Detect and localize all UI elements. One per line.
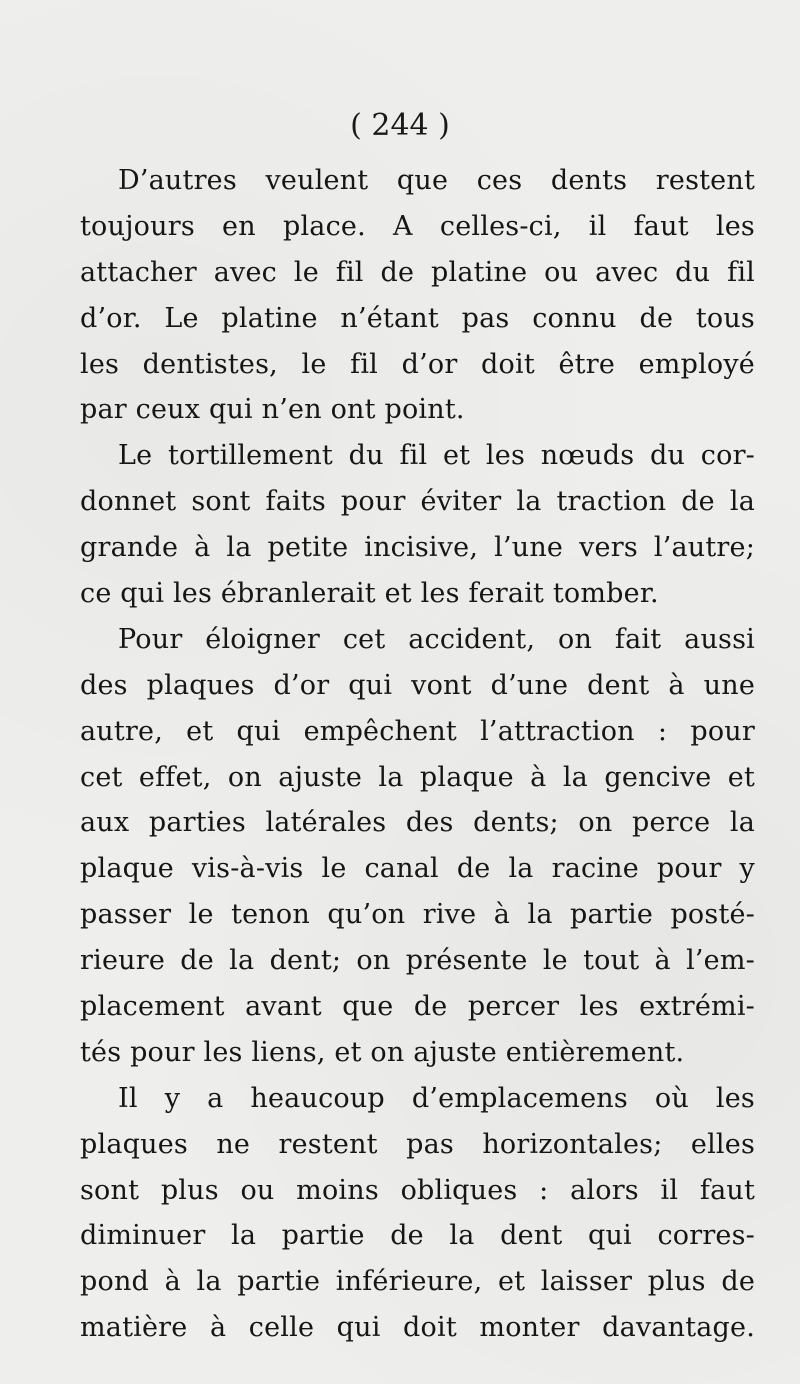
text-line: tés pour les liens, et on ajuste entièrement. <box>80 1036 685 1068</box>
text-line: plaques ne restent pas horizontales; elles <box>80 1128 755 1160</box>
text-line: D’autres veulent que ces dents restent <box>118 165 755 196</box>
text-line: Il y a heaucoup d’emplacemens où les <box>118 1082 755 1114</box>
text-line: pond à la partie inférieure, et laisser plus de <box>80 1266 755 1298</box>
text-line: d’or. Le platine n’étant pas connu de tous <box>80 302 755 334</box>
text-line: matière à celle qui doit monter davantage. <box>80 1312 755 1344</box>
page-number: ( 244 ) <box>350 108 450 143</box>
text-line: autre, et qui empêchent l’attraction : pour <box>80 715 755 747</box>
text-line: sont plus ou moins obliques : alors il faut <box>80 1174 755 1206</box>
text-line: les dentistes, le fil d’or doit être employé <box>80 348 755 380</box>
text-line: ce qui les ébranlerait et les ferait tomber. <box>80 578 659 610</box>
text-line: attacher avec le fil de platine ou avec du fil <box>80 256 755 288</box>
text-line: grande à la petite incisive, l’une vers l’autre; <box>80 532 755 564</box>
text-line: Pour éloigner cet accident, on fait aussi <box>118 623 755 655</box>
text-line: placement avant que de percer les extrémi- <box>80 991 755 1023</box>
body-text <box>80 158 755 1351</box>
text-line: par ceux qui n’en ont point. <box>80 394 465 426</box>
text-line: des plaques d’or qui vont d’une dent à une <box>80 669 755 701</box>
text-line: donnet sont faits pour éviter la traction de la <box>80 486 755 518</box>
text-line: rieure de la dent; on présente le tout à l’em- <box>80 945 755 977</box>
text-line: plaque vis-à-vis le canal de la racine pour y <box>80 853 755 885</box>
text-line: aux parties latérales des dents; on perce la <box>80 807 755 839</box>
text-line: toujours en place. A celles-ci, il faut les <box>80 210 755 242</box>
text-line: diminuer la partie de la dent qui corres- <box>80 1220 755 1252</box>
text-line: cet effet, on ajuste la plaque à la gencive et <box>80 761 755 793</box>
text-line: passer le tenon qu’on rive à la partie posté- <box>80 899 755 931</box>
text-line: Le tortillement du fil et les nœuds du cor- <box>118 440 755 472</box>
